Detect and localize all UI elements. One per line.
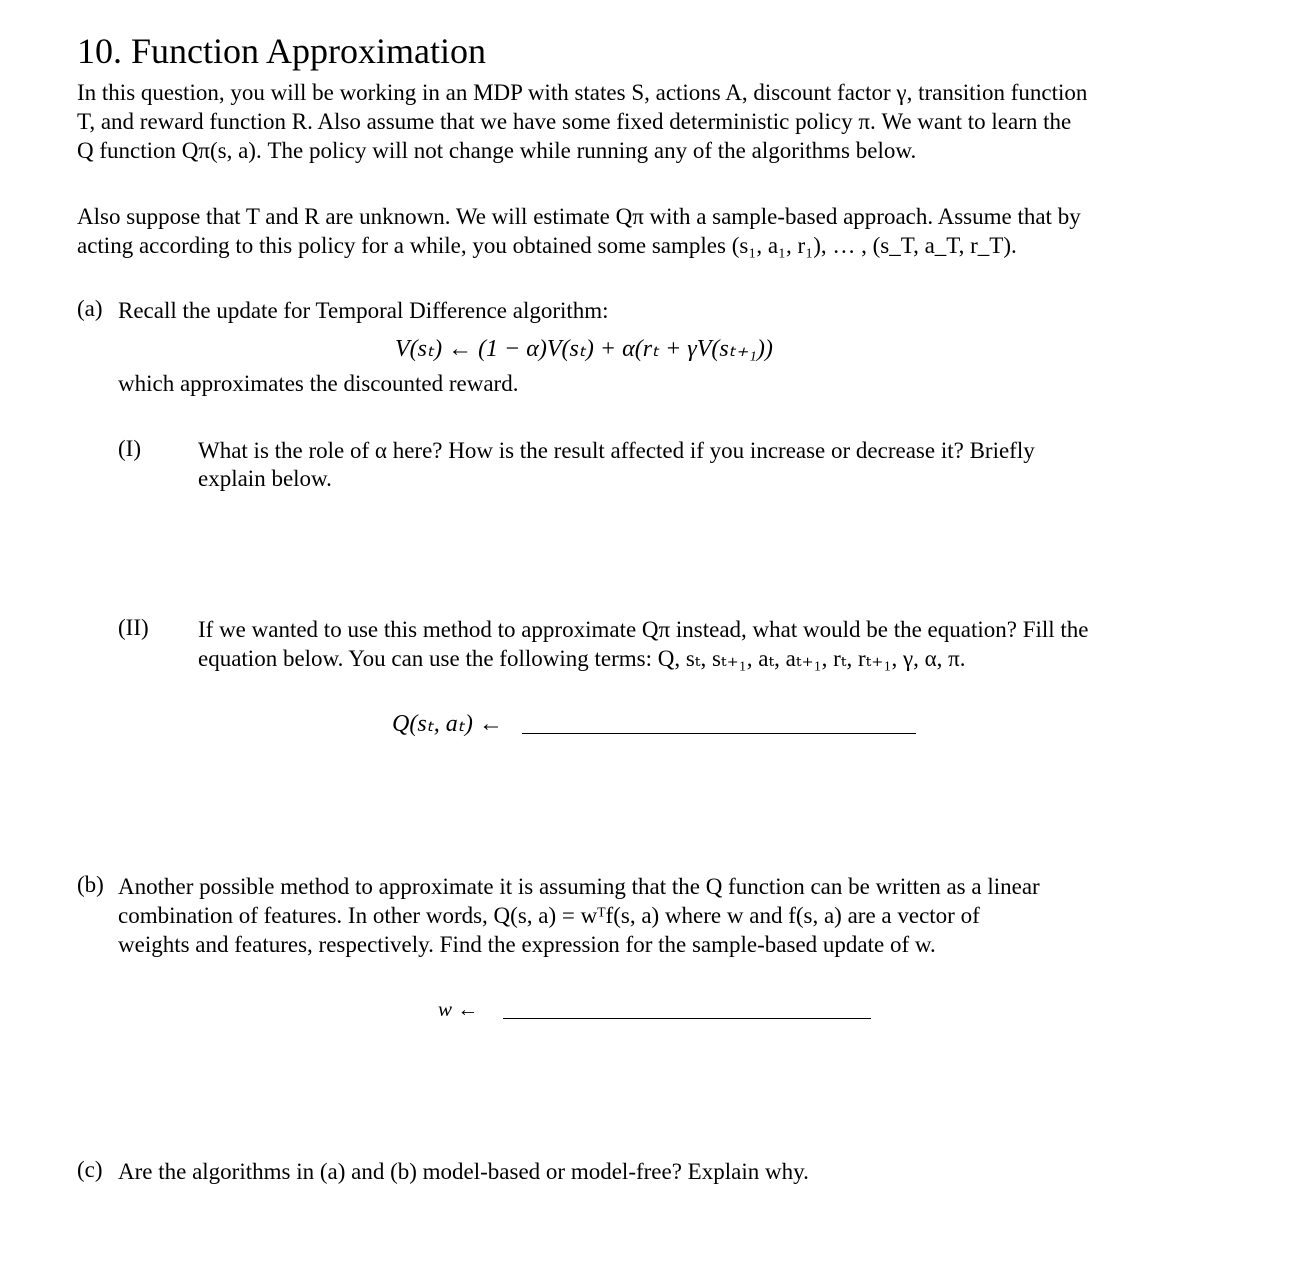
part-c-text: Are the algorithms in (a) and (b) model-based or model-free? Explain why. bbox=[118, 1159, 809, 1184]
w-update-answer-blank[interactable] bbox=[503, 1018, 871, 1019]
sub-I-line-1: What is the role of α here? How is the result affected if you increase or decrease it? Briefly bbox=[198, 438, 1035, 463]
sub-I-line-2: explain below. bbox=[198, 466, 332, 491]
sub-II-line-1: If we wanted to use this method to approximate Qπ instead, what would be the equation? Fill the bbox=[198, 617, 1089, 642]
sub-II-line-2: equation below. You can use the following terms: Q, sₜ, sₜ₊₁, aₜ, aₜ₊₁, rₜ, rₜ₊₁, γ, α, π. bbox=[198, 646, 966, 671]
part-a-text: Recall the update for Temporal Difference algorithm: bbox=[118, 298, 609, 323]
intro-line-3: Q function Qπ(s, a). The policy will not change while running any of the algorithms below. bbox=[77, 138, 917, 163]
td-update-equation: V(sₜ) ← (1 − α)V(sₜ) + α(rₜ + γV(sₜ₊₁)) bbox=[395, 336, 773, 362]
part-c-label: (c) bbox=[77, 1157, 103, 1182]
part-b-line-3: weights and features, respectively. Find the expression for the sample-based update of w. bbox=[118, 932, 936, 957]
part-b-label: (b) bbox=[77, 872, 104, 897]
part-a-after: which approximates the discounted reward. bbox=[118, 371, 519, 396]
intro-line-1: In this question, you will be working in an MDP with states S, actions A, discount factor γ, transition function bbox=[77, 80, 1088, 105]
question-title: 10. Function Approximation bbox=[77, 31, 486, 71]
intro2-line-1: Also suppose that T and R are unknown. We will estimate Qπ with a sample-based approach. Assume that by bbox=[77, 204, 1081, 229]
q-update-answer-blank[interactable] bbox=[522, 733, 916, 734]
intro-line-2: T, and reward function R. Also assume that we have some fixed deterministic policy π. We want to learn the bbox=[77, 109, 1072, 134]
w-update-lhs: w ← bbox=[438, 997, 479, 1021]
sub-II-label: (II) bbox=[118, 615, 149, 640]
q-update-lhs: Q(sₜ, aₜ) ← bbox=[392, 711, 503, 737]
part-b-line-1: Another possible method to approximate it is assuming that the Q function can be written as a linear bbox=[118, 874, 1040, 899]
part-b-line-2: combination of features. In other words, Q(s, a) = wᵀf(s, a) where w and f(s, a) are a vector of bbox=[118, 903, 980, 928]
sub-I-label: (I) bbox=[118, 436, 141, 461]
intro2-line-2: acting according to this policy for a while, you obtained some samples (s₁, a₁, r₁), … , (s_T, a_T, r_T). bbox=[77, 233, 1017, 258]
part-a-label: (a) bbox=[77, 296, 103, 321]
